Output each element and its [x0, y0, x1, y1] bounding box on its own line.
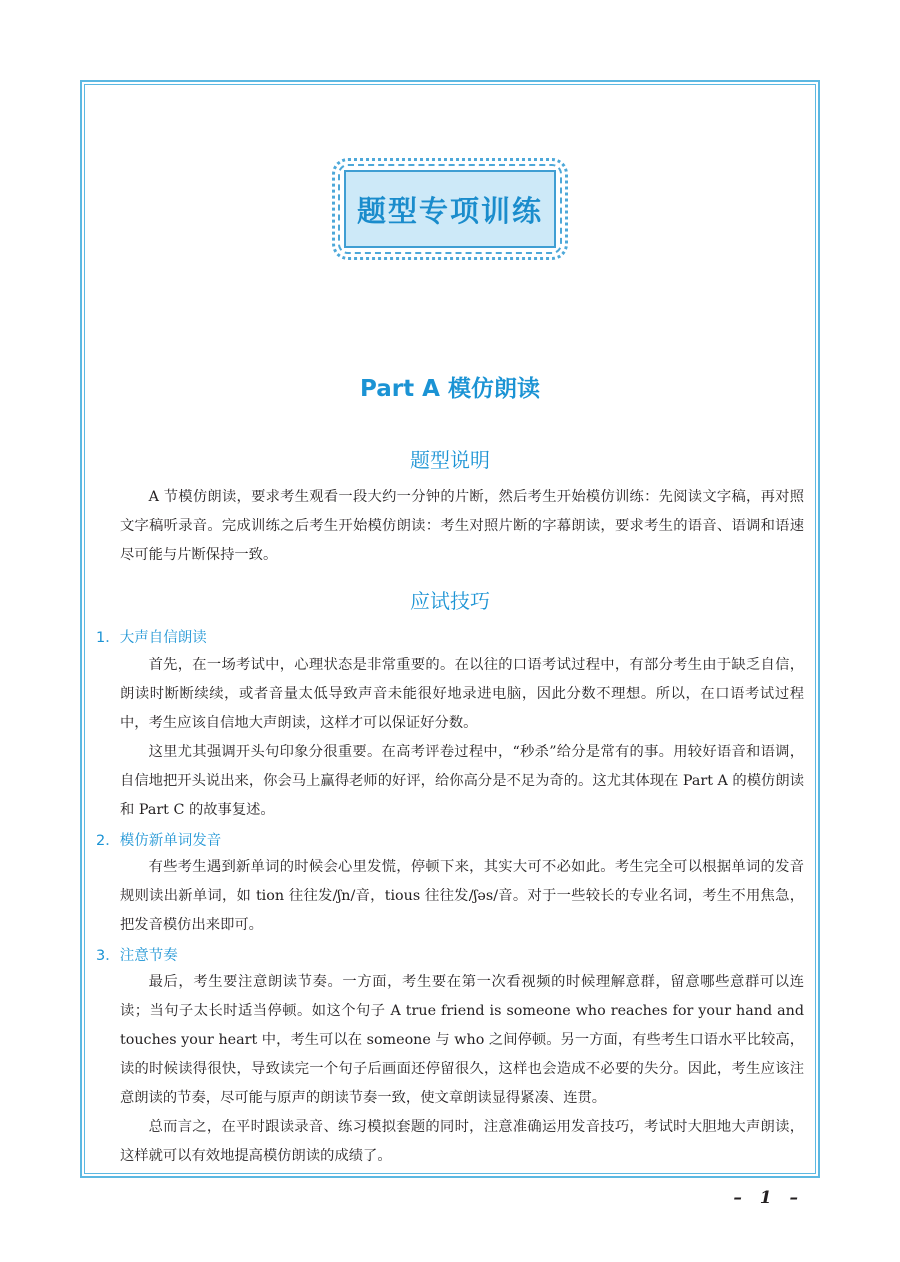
section-title-tips: 应试技巧 — [410, 589, 490, 613]
tip-3-paragraph-2: 总而言之，在平时跟读录音、练习模拟套题的同时，注意准确运用发音技巧，考试时大胆地大声朗读，这样就可以有效地提高模仿朗读的成绩了。 — [120, 1119, 804, 1164]
tip-heading-2: 2．模仿新单词发音 — [96, 833, 222, 849]
tip-1-paragraph-1: 首先，在一场考试中，心理状态是非常重要的。在以往的口语考试过程中，有部分考生由于缺乏自信，朗读时断断续续，或者音量太低导致声音未能很好地录进电脑，因此分数不理想。所以，在口语考试过程中，考生应该自信地大声朗读，这样才可以保证好分数。 — [120, 657, 804, 731]
section-title-description: 题型说明 — [410, 448, 490, 472]
tip-heading-3: 3．注意节奏 — [96, 948, 178, 964]
tip-2-paragraph-1: 有些考生遇到新单词的时候会心里发慌，停顿下来，其实大可不必如此。考生完全可以根据单词的发音规则读出新单词，如 tion 往往发/ʃn/音，tious 往往发/ʃəs/音。对于一些较长的专业名词，考生不用焦急，把发音模仿出来即可。 — [120, 859, 804, 933]
intro-paragraph: A 节模仿朗读，要求考生观看一段大约一分钟的片断，然后考生开始模仿训练：先阅读文字稿，再对照文字稿听录音。完成训练之后考生开始模仿朗读：考生对照片断的字幕朗读，要求考生的语音、语调和语速尽可能与片断保持一致。 — [120, 489, 804, 563]
page-number: – 1 – — [733, 1188, 804, 1208]
tip-3-paragraph-1: 最后，考生要注意朗读节奏。一方面，考生要在第一次看视频的时候理解意群，留意哪些意群可以连读；当句子太长时适当停顿。如这个句子 A true friend is someone who reaches for your hand and touches your heart 中，考生可以在 someone 与 who 之间停顿。另一方面，有些考生口语水平比较高，读的时候读得很快，导致读完一个句子后画面还停留很久，这样也会造成不必要的失分。因此，考生应该注意朗读的节奏，尽可能与原声的朗读节奏一致，使文章朗读显得紧凑、连贯。 — [120, 974, 804, 1106]
part-title: Part A 模仿朗读 — [360, 376, 540, 402]
main-title: 题型专项训练 — [356, 193, 543, 228]
tip-1-paragraph-2: 这里尤其强调开头句印象分很重要。在高考评卷过程中，“秒杀”给分是常有的事。用较好语音和语调，自信地把开头说出来，你会马上赢得老师的好评，给你高分是不足为奇的。这尤其体现在 Part A 的模仿朗读和 Part C 的故事复述。 — [120, 744, 804, 818]
tip-heading-1: 1．大声自信朗读 — [96, 630, 207, 646]
title-box — [344, 170, 556, 248]
